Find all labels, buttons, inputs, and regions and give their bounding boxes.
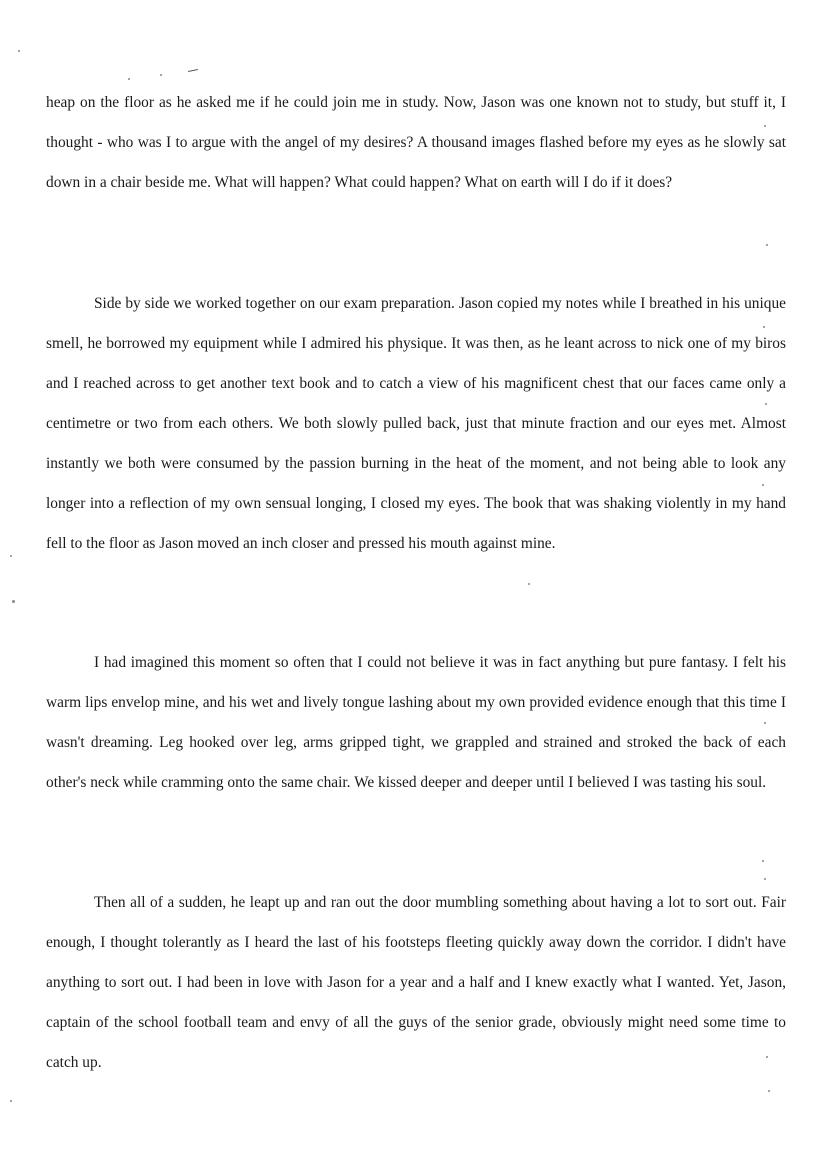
- scan-speck: [762, 860, 764, 862]
- paragraph-1: heap on the floor as he asked me if he could join me in study. Now, Jason was one known not to study, but stuff it, I thought - who was I to argue with the angel of my desires? A thousand images flashed before my eyes as he slowly sat down in a chair beside me. What will happen? What could happen? What on earth will I do if it does?: [46, 94, 786, 191]
- scan-speck: [766, 244, 768, 246]
- scan-speck: [12, 600, 15, 603]
- paragraph-2: Side by side we worked together on our exam preparation. Jason copied my notes while I breathed in his unique smell, he borrowed my equipment while I admired his physique. It was then, as he leant across to nick one of my biros and I reached across to get another text book and to catch a view of his magnificent chest that our faces came only a centimetre or two from each others. We both slowly pulled back, just that minute fraction and our eyes met. Almost instantly we both were consumed by the passion burning in the heat of the moment, and not being able to look any longer into a reflection of my own sensual longing, I closed my eyes. The book that was shaking violently in my hand fell to the floor as Jason moved an inch closer and pressed his mouth against mine.: [46, 295, 786, 552]
- scan-speck: [128, 78, 130, 80]
- scan-mark: [188, 69, 198, 72]
- paragraph-4: Then all of a sudden, he leapt up and ran out the door mumbling something about having a lot to sort out. Fair enough, I thought tolerantly as I heard the last of his footsteps fleeting quickly away down the corridor. I didn't have anything to sort out. I had been in love with Jason for a year and a half and I knew exactly what I wanted. Yet, Jason, captain of the school football team and envy of all the guys of the senior grade, obviously might need some time to catch up.: [46, 894, 786, 1071]
- scan-speck: [528, 583, 530, 585]
- scan-speck: [10, 1100, 12, 1102]
- scan-speck: [160, 74, 162, 76]
- scan-speck: [10, 555, 12, 557]
- scan-speck: [18, 50, 20, 52]
- scan-speck: [768, 1090, 770, 1092]
- paragraph-3: I had imagined this moment so often that I could not believe it was in fact anything but pure fantasy. I felt his warm lips envelop mine, and his wet and lively tongue lashing about my own provided evidence enough that this time I wasn't dreaming. Leg hooked over leg, arms gripped tight, we grappled and strained and stroked the back of each other's neck while cramming onto the same chair. We kissed deeper and deeper until I believed I was tasting his soul.: [46, 654, 786, 791]
- scan-speck: [764, 878, 766, 880]
